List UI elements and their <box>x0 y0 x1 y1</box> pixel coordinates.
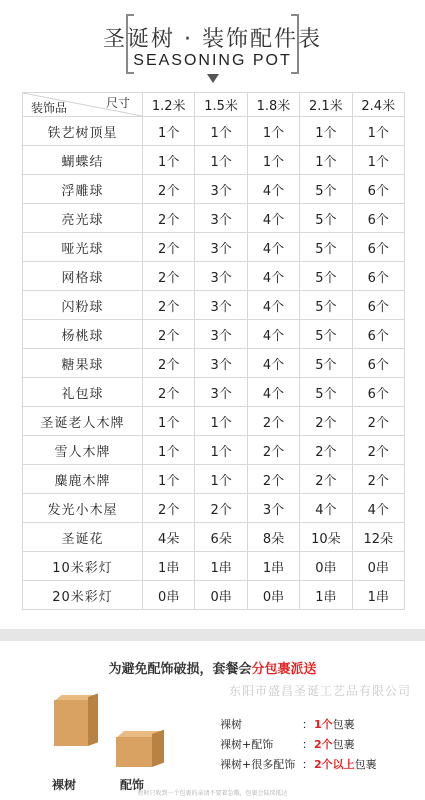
plan-row <box>220 716 410 736</box>
quantity-cell: 2个 <box>143 494 195 523</box>
spec-table <box>22 92 405 610</box>
quantity-cell: 3个 <box>195 349 247 378</box>
quantity-cell: 6个 <box>352 349 404 378</box>
quantity-cell: 3个 <box>195 233 247 262</box>
quantity-cell: 0串 <box>195 581 247 610</box>
corner-size-label: 尺寸 <box>105 96 130 110</box>
quantity-cell: 2个 <box>143 291 195 320</box>
size-header: 1.8米 <box>247 93 299 117</box>
plan-row <box>220 736 410 756</box>
plan-colon: ： <box>302 738 313 751</box>
pin-icon <box>207 74 219 83</box>
plan-colon: ： <box>302 758 313 771</box>
notice-highlight: 分包裹派送 <box>251 662 317 677</box>
quantity-cell: 1个 <box>143 465 195 494</box>
quantity-cell: 4个 <box>300 494 352 523</box>
item-name-cell: 网格球 <box>23 262 143 291</box>
quantity-cell: 1个 <box>143 117 195 146</box>
table-row <box>23 233 405 262</box>
table-row <box>23 117 405 146</box>
quantity-cell: 0串 <box>143 581 195 610</box>
plan-count: 2个以上 <box>314 758 355 771</box>
item-name-cell: 雪人木牌 <box>23 436 143 465</box>
table-row <box>23 320 405 349</box>
quantity-cell: 1串 <box>300 581 352 610</box>
table-row <box>23 349 405 378</box>
quantity-cell: 4朵 <box>143 523 195 552</box>
item-name-cell: 浮雕球 <box>23 175 143 204</box>
quantity-cell: 1个 <box>195 436 247 465</box>
table-row <box>23 581 405 610</box>
quantity-cell: 6个 <box>352 262 404 291</box>
table-row <box>23 465 405 494</box>
item-name-cell: 10米彩灯 <box>23 552 143 581</box>
table-row <box>23 407 405 436</box>
quantity-cell: 5个 <box>300 291 352 320</box>
item-name-cell: 发光小木屋 <box>23 494 143 523</box>
plan-colon: ： <box>302 718 313 731</box>
quantity-cell: 2个 <box>300 465 352 494</box>
item-name-cell: 铁艺树顶星 <box>23 117 143 146</box>
plan-label: 裸树+配饰 <box>220 738 274 751</box>
item-name-cell: 闪粉球 <box>23 291 143 320</box>
quantity-cell: 1个 <box>143 436 195 465</box>
size-header: 2.4米 <box>352 93 404 117</box>
table-row <box>23 552 405 581</box>
quantity-cell: 6朵 <box>195 523 247 552</box>
quantity-cell: 2个 <box>143 233 195 262</box>
quantity-cell: 6个 <box>352 378 404 407</box>
table-corner-cell <box>23 93 143 117</box>
quantity-cell: 3个 <box>195 262 247 291</box>
table-row <box>23 523 405 552</box>
quantity-cell: 4个 <box>247 320 299 349</box>
quantity-cell: 1个 <box>143 146 195 175</box>
quantity-cell: 3个 <box>195 378 247 407</box>
table-row <box>23 204 405 233</box>
quantity-cell: 2个 <box>300 436 352 465</box>
plan-count: 1个 <box>314 718 333 731</box>
table-row <box>23 378 405 407</box>
quantity-cell: 0串 <box>352 552 404 581</box>
quantity-cell: 1个 <box>300 146 352 175</box>
quantity-cell: 2个 <box>195 494 247 523</box>
page-subtitle: SEASONING POT <box>133 52 292 69</box>
plan-row <box>220 756 410 776</box>
quantity-cell: 2个 <box>143 349 195 378</box>
quantity-cell: 2个 <box>247 407 299 436</box>
quantity-cell: 4个 <box>352 494 404 523</box>
item-name-cell: 亮光球 <box>23 204 143 233</box>
table-row <box>23 494 405 523</box>
quantity-cell: 2个 <box>143 320 195 349</box>
quantity-cell: 5个 <box>300 262 352 291</box>
footnote: 暂时只收到一个包裹的亲请不要着急哦，包裹会陆续抵达 <box>137 790 288 797</box>
quantity-cell: 1个 <box>195 146 247 175</box>
quantity-cell: 2个 <box>247 436 299 465</box>
quantity-cell: 4个 <box>247 291 299 320</box>
page-title: 圣诞树 · 装饰配件表 <box>103 27 322 52</box>
shipping-notice <box>0 658 425 677</box>
plan-value <box>314 716 355 732</box>
tall-box-label: 裸树 <box>52 778 77 792</box>
item-name-cell: 圣诞花 <box>23 523 143 552</box>
plan-count: 2个 <box>314 738 333 751</box>
item-name-cell: 杨桃球 <box>23 320 143 349</box>
quantity-cell: 4个 <box>247 262 299 291</box>
quantity-cell: 2个 <box>143 378 195 407</box>
quantity-cell: 4个 <box>247 378 299 407</box>
quantity-cell: 6个 <box>352 291 404 320</box>
quantity-cell: 2个 <box>352 436 404 465</box>
quantity-cell: 1串 <box>143 552 195 581</box>
table-body <box>23 117 405 610</box>
item-name-cell: 麋鹿木牌 <box>23 465 143 494</box>
quantity-cell: 6个 <box>352 175 404 204</box>
quantity-cell: 1串 <box>352 581 404 610</box>
quantity-cell: 4个 <box>247 175 299 204</box>
plan-label: 裸树+很多配饰 <box>220 758 296 771</box>
quantity-cell: 5个 <box>300 320 352 349</box>
quantity-cell: 3个 <box>195 175 247 204</box>
plan-unit: 包裹 <box>332 738 355 751</box>
quantity-cell: 2个 <box>247 465 299 494</box>
plan-label: 裸树 <box>220 718 242 731</box>
corner-item-label: 装饰品 <box>31 101 68 115</box>
plan-value <box>314 756 377 772</box>
quantity-cell: 3个 <box>195 320 247 349</box>
quantity-cell: 4个 <box>247 204 299 233</box>
table-header-row <box>23 93 405 117</box>
quantity-cell: 3个 <box>195 204 247 233</box>
quantity-cell: 2个 <box>143 175 195 204</box>
quantity-cell: 6个 <box>352 320 404 349</box>
quantity-cell: 10朵 <box>300 523 352 552</box>
quantity-cell: 12朵 <box>352 523 404 552</box>
quantity-cell: 1串 <box>247 552 299 581</box>
quantity-cell: 1个 <box>195 117 247 146</box>
quantity-cell: 5个 <box>300 175 352 204</box>
item-name-cell: 圣诞老人木牌 <box>23 407 143 436</box>
quantity-cell: 5个 <box>300 233 352 262</box>
quantity-cell: 0串 <box>247 581 299 610</box>
plan-unit: 包裹 <box>354 758 377 771</box>
item-name-cell: 礼包球 <box>23 378 143 407</box>
quantity-cell: 1个 <box>352 117 404 146</box>
quantity-cell: 3个 <box>247 494 299 523</box>
quantity-cell: 1个 <box>195 407 247 436</box>
quantity-cell: 8朵 <box>247 523 299 552</box>
company-watermark: 东阳市盛昌圣诞工艺品有限公司 <box>228 684 411 698</box>
quantity-cell: 6个 <box>352 233 404 262</box>
quantity-cell: 1个 <box>195 465 247 494</box>
quantity-cell: 1个 <box>143 407 195 436</box>
quantity-cell: 6个 <box>352 204 404 233</box>
quantity-cell: 1个 <box>352 146 404 175</box>
table-row <box>23 146 405 175</box>
plan-unit: 包裹 <box>332 718 355 731</box>
quantity-cell: 2个 <box>300 407 352 436</box>
quantity-cell: 0串 <box>300 552 352 581</box>
item-name-cell: 糖果球 <box>23 349 143 378</box>
quantity-cell: 1个 <box>247 146 299 175</box>
table-row <box>23 436 405 465</box>
table-row <box>23 262 405 291</box>
quantity-cell: 4个 <box>247 349 299 378</box>
quantity-cell: 5个 <box>300 349 352 378</box>
size-header: 2.1米 <box>300 93 352 117</box>
quantity-cell: 4个 <box>247 233 299 262</box>
header <box>0 0 425 92</box>
small-box-label: 配饰 <box>120 778 145 792</box>
plan-value <box>314 736 355 752</box>
quantity-cell: 5个 <box>300 378 352 407</box>
item-name-cell: 哑光球 <box>23 233 143 262</box>
quantity-cell: 5个 <box>300 204 352 233</box>
quantity-cell: 1个 <box>247 117 299 146</box>
quantity-cell: 1个 <box>300 117 352 146</box>
table-row <box>23 175 405 204</box>
notice-text: 为避免配饰破损，套餐会 <box>108 662 252 677</box>
quantity-cell: 2个 <box>143 262 195 291</box>
quantity-cell: 3个 <box>195 291 247 320</box>
item-name-cell: 20米彩灯 <box>23 581 143 610</box>
quantity-cell: 2个 <box>352 465 404 494</box>
package-plans <box>220 716 410 776</box>
quantity-cell: 2个 <box>352 407 404 436</box>
section-divider <box>0 629 425 641</box>
size-header: 1.2米 <box>143 93 195 117</box>
item-name-cell: 蝴蝶结 <box>23 146 143 175</box>
table-row <box>23 291 405 320</box>
quantity-cell: 1串 <box>195 552 247 581</box>
size-header: 1.5米 <box>195 93 247 117</box>
quantity-cell: 2个 <box>143 204 195 233</box>
